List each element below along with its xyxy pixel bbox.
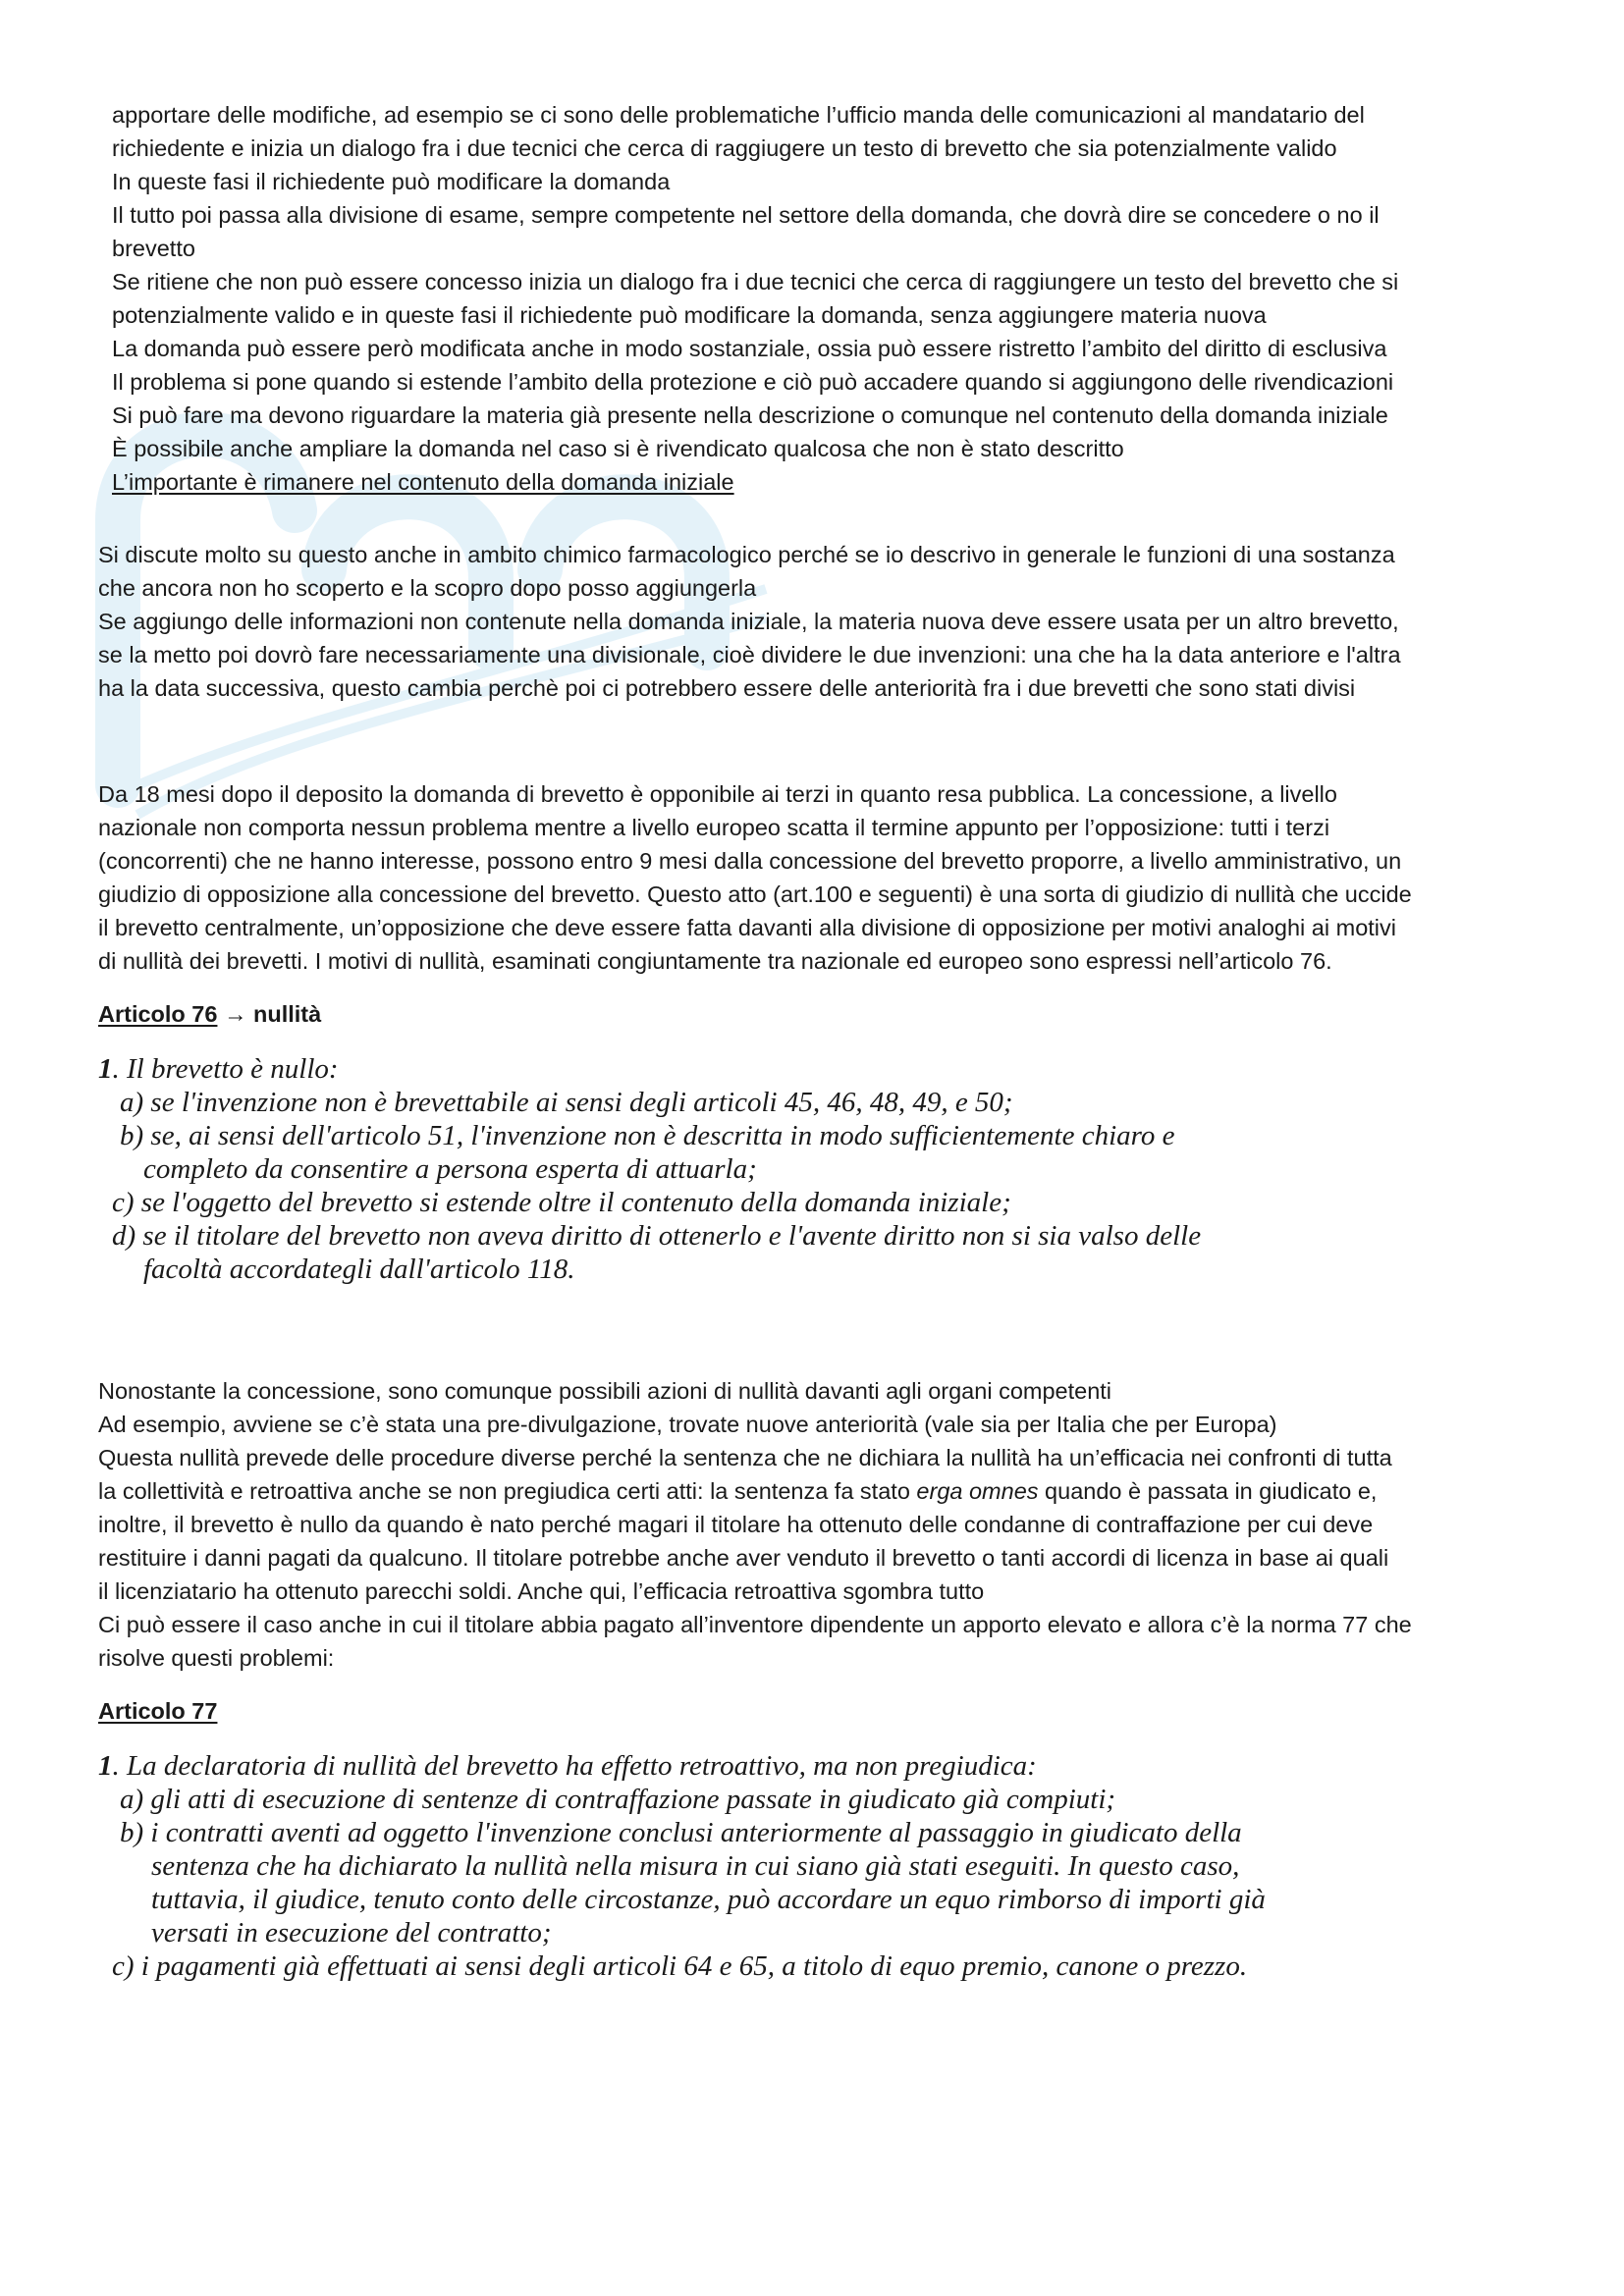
text-line: È possibile anche ampliare la domanda nel caso si è rivendicato qualcosa che non è stato descritto (112, 436, 1124, 461)
text-line: Ad esempio, avviene se c’è stata una pre-divulgazione, trovate nuove anteriorità (vale sia per Italia che per Europa) (98, 1412, 1277, 1437)
law-line: c) se l'oggetto del brevetto si estende oltre il contenuto della domanda iniziale; (112, 1187, 1011, 1218)
text-span: la collettività e retroattiva anche se non pregiudica certi atti: la sentenza fa stato (98, 1478, 917, 1504)
text-line: nazionale non comporta nessun problema mentre a livello europeo scatta il termine appunto per l’opposizione: tutti i terzi (98, 815, 1330, 840)
text-line: il licenziatario ha ottenuto parecchi soldi. Anche qui, l’efficacia retroattiva sgombra tutto (98, 1578, 985, 1604)
article-77-heading (98, 1698, 217, 1725)
text-line: La domanda può essere però modificata anche in modo sostanziale, ossia può essere ristretto l’ambito del diritto di esclusiva (112, 336, 1387, 361)
text-line: Questa nullità prevede delle procedure diverse perché la sentenza che ne dichiara la nullità ha un’efficacia nei confronti di tutta (98, 1445, 1392, 1470)
law-line: completo da consentire a persona esperta di attuarla; (143, 1153, 757, 1185)
text-line: giudizio di opposizione alla concessione del brevetto. Questo atto (art.100 e seguenti) è una sorta di giudizio di nullità che uccide (98, 881, 1412, 907)
law-line: versati in esecuzione del contratto; (151, 1917, 552, 1949)
law-line: sentenza che ha dichiarato la nullità nella misura in cui siano già stati eseguiti. In questo caso, (151, 1850, 1240, 1882)
law-line: a) gli atti di esecuzione di sentenze di contraffazione passate in giudicato già compiuti; (120, 1784, 1116, 1815)
text-line: Si discute molto su questo anche in ambito chimico farmacologico perché se io descrivo in generale le funzioni di una sostanza (98, 542, 1395, 567)
text-line (98, 1474, 1377, 1508)
text-line: Il problema si pone quando si estende l’ambito della protezione e ciò può accadere quando si aggiungono delle rivendicazioni (112, 369, 1394, 395)
text-line: brevetto (112, 236, 195, 261)
text-line: ha la data successiva, questo cambia perchè poi ci potrebbero essere delle anteriorità fra i due brevetti che sono stati divisi (98, 675, 1356, 701)
text-line: se la metto poi dovrò fare necessariamente una divisionale, cioè dividere le due invenzioni: una che ha la data anteriore e l'altra (98, 642, 1401, 667)
text-line: Ci può essere il caso anche in cui il titolare abbia pagato all’inventore dipendente un apporto elevato e allora c’è la norma 77 che (98, 1612, 1412, 1637)
law-line: a) se l'invenzione non è brevettabile ai sensi degli articoli 45, 46, 48, 49, e 50; (120, 1087, 1013, 1118)
law-line: tuttavia, il giudice, tenuto conto delle circostanze, può accordare un equo rimborso di importi già (151, 1884, 1266, 1915)
article-76-subject: nullità (253, 1001, 322, 1027)
text-line: Se ritiene che non può essere concesso inizia un dialogo fra i due tecnici che cerca di raggiungere un testo del brevetto che si (112, 269, 1399, 294)
text-line: Se aggiungo delle informazioni non contenute nella domanda iniziale, la materia nuova deve essere usata per un altro brevetto, (98, 609, 1399, 634)
law-line: d) se il titolare del brevetto non aveva diritto di ottenerlo e l'avente diritto non si sia valso delle (112, 1220, 1202, 1252)
article-76-heading (98, 1001, 321, 1028)
text-line: potenzialmente valido e in queste fasi il richiedente può modificare la domanda, senza aggiungere materia nuova (112, 302, 1267, 328)
law-line: c) i pagamenti già effettuati ai sensi degli articoli 64 e 65, a titolo di equo premio, canone o prezzo. (112, 1950, 1248, 1982)
article-76-paragraph (98, 1052, 339, 1086)
law-line: . La declaratoria di nullità del brevetto ha effetto retroattivo, ma non pregiudica: (112, 1750, 1037, 1782)
text-line: richiedente e inizia un dialogo fra i due tecnici che cerca di raggiugere un testo di brevetto che sia potenzialmente valido (112, 135, 1337, 161)
text-line: Nonostante la concessione, sono comunque possibili azioni di nullità davanti agli organi competenti (98, 1378, 1112, 1404)
text-line: inoltre, il brevetto è nullo da quando è nato perché magari il titolare ha ottenuto delle condanne di contraffazione per cui deve (98, 1512, 1374, 1537)
text-line: In queste fasi il richiedente può modificare la domanda (112, 169, 671, 194)
text-line: risolve questi problemi: (98, 1645, 335, 1671)
text-line: il brevetto centralmente, un’opposizione che deve essere fatta davanti alla divisione di opposizione per motivi analoghi ai motivi (98, 915, 1396, 940)
text-line: che ancora non ho scoperto e la scopro dopo posso aggiungerla (98, 575, 757, 601)
text-line: Da 18 mesi dopo il deposito la domanda di brevetto è opponibile ai terzi in quanto resa pubblica. La concessione, a livello (98, 781, 1337, 807)
text-line: di nullità dei brevetti. I motivi di nullità, esaminati congiuntamente tra nazionale ed europeo sono espressi nell’articolo 76. (98, 948, 1332, 974)
article-77-title: Articolo 77 (98, 1698, 218, 1724)
erga-omnes-term: erga omnes (916, 1478, 1039, 1504)
paragraph-number: 1 (98, 1750, 113, 1782)
underlined-conclusion: L’importante è rimanere nel contenuto della domanda iniziale (112, 469, 734, 495)
law-line: b) i contratti aventi ad oggetto l'invenzione conclusi anteriormente al passaggio in giudicato della (120, 1817, 1242, 1848)
law-line: b) se, ai sensi dell'articolo 51, l'invenzione non è descritta in modo sufficientemente chiaro e (120, 1120, 1175, 1151)
text-line: (concorrenti) che ne hanno interesse, possono entro 9 mesi dalla concessione del brevetto proporre, a livello amministrativo, un (98, 848, 1402, 874)
paragraph-number: 1 (98, 1053, 113, 1085)
text-line: restituire i danni pagati da qualcuno. Il titolare potrebbe anche aver venduto il brevetto o tanti accordi di licenza in base ai quali (98, 1545, 1389, 1571)
text-span: quando è passata in giudicato e, (1038, 1478, 1378, 1504)
article-76-title: Articolo 76 (98, 1001, 218, 1027)
article-77-paragraph (98, 1749, 1037, 1783)
law-line: facoltà accordategli dall'articolo 118. (143, 1254, 575, 1285)
text-line: Si può fare ma devono riguardare la materia già presente nella descrizione o comunque nel contenuto della domanda iniziale (112, 402, 1388, 428)
text-line: Il tutto poi passa alla divisione di esame, sempre competente nel settore della domanda, che dovrà dire se concedere o no il (112, 202, 1380, 228)
law-line: . Il brevetto è nullo: (112, 1053, 339, 1085)
arrow-icon: → (223, 1001, 247, 1027)
text-line: apportare delle modifiche, ad esempio se ci sono delle problematiche l’ufficio manda delle comunicazioni al mandatario del (112, 102, 1365, 128)
